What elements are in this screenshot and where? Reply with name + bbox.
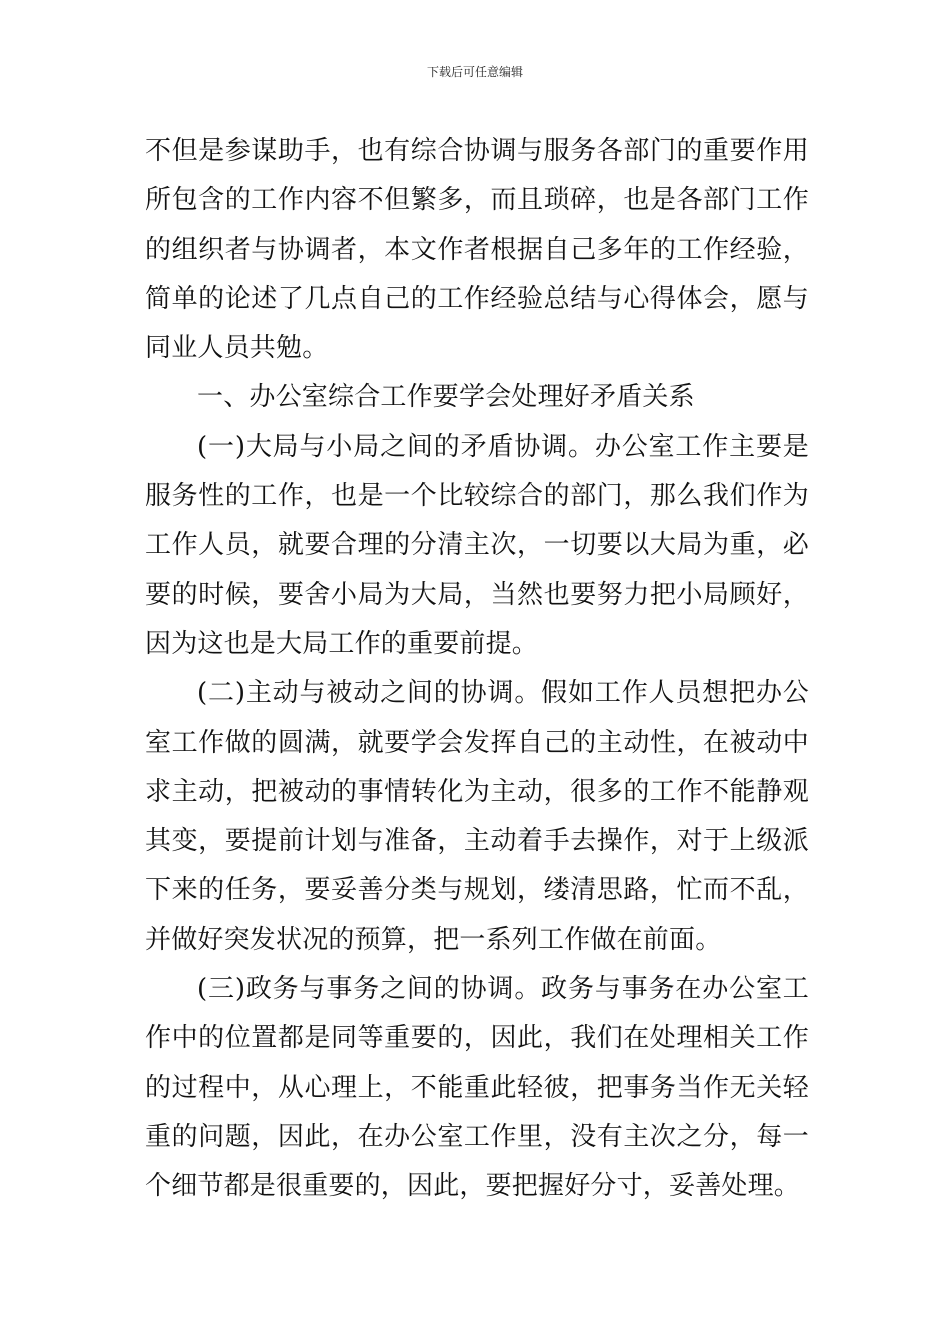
paragraph-intro: 不但是参谋助手，也有综合协调与服务各部门的重要作用所包含的工作内容不但繁多，而且琐碎，也是各部门工作的组织者与协调者，本文作者根据自己多年的工作经验，简单的论述了几点自己的工作经验总结与心得体会，愿与同业人员共勉。	[145, 136, 809, 364]
document-body	[145, 127, 809, 1212]
header-note: 下载后可任意编辑	[426, 65, 523, 79]
section-heading: 一、办公室综合工作要学会处理好矛盾关系	[197, 382, 695, 413]
paragraph-2: (二)主动与被动之间的协调。假如工作人员想把办公室工作做的圆满，就要学会发挥自己的主动性，在被动中求主动，把被动的事情转化为主动，很多的工作不能静观其变，要提前计划与准备，主动着手去操作，对于上级派下来的任务，要妥善分类与规划，缕清思路，忙而不乱，并做好突发状况的预算，把一系列工作做在前面。	[145, 678, 809, 955]
paragraph-1: (一)大局与小局之间的矛盾协调。办公室工作主要是服务性的工作，也是一个比较综合的部门，那么我们作为工作人员，就要合理的分清主次，一切要以大局为重，必要的时候，要舍小局为大局，当然也要努力把小局顾好，因为这也是大局工作的重要前提。	[145, 431, 809, 659]
paragraph-3: (三)政务与事务之间的协调。政务与事务在办公室工作中的位置都是同等重要的，因此，我们在处理相关工作的过程中，从心理上，不能重此轻彼，把事务当作无关轻重的问题，因此，在办公室工作里，没有主次之分，每一个细节都是很重要的，因此，要把握好分寸，妥善处理。	[145, 974, 809, 1202]
